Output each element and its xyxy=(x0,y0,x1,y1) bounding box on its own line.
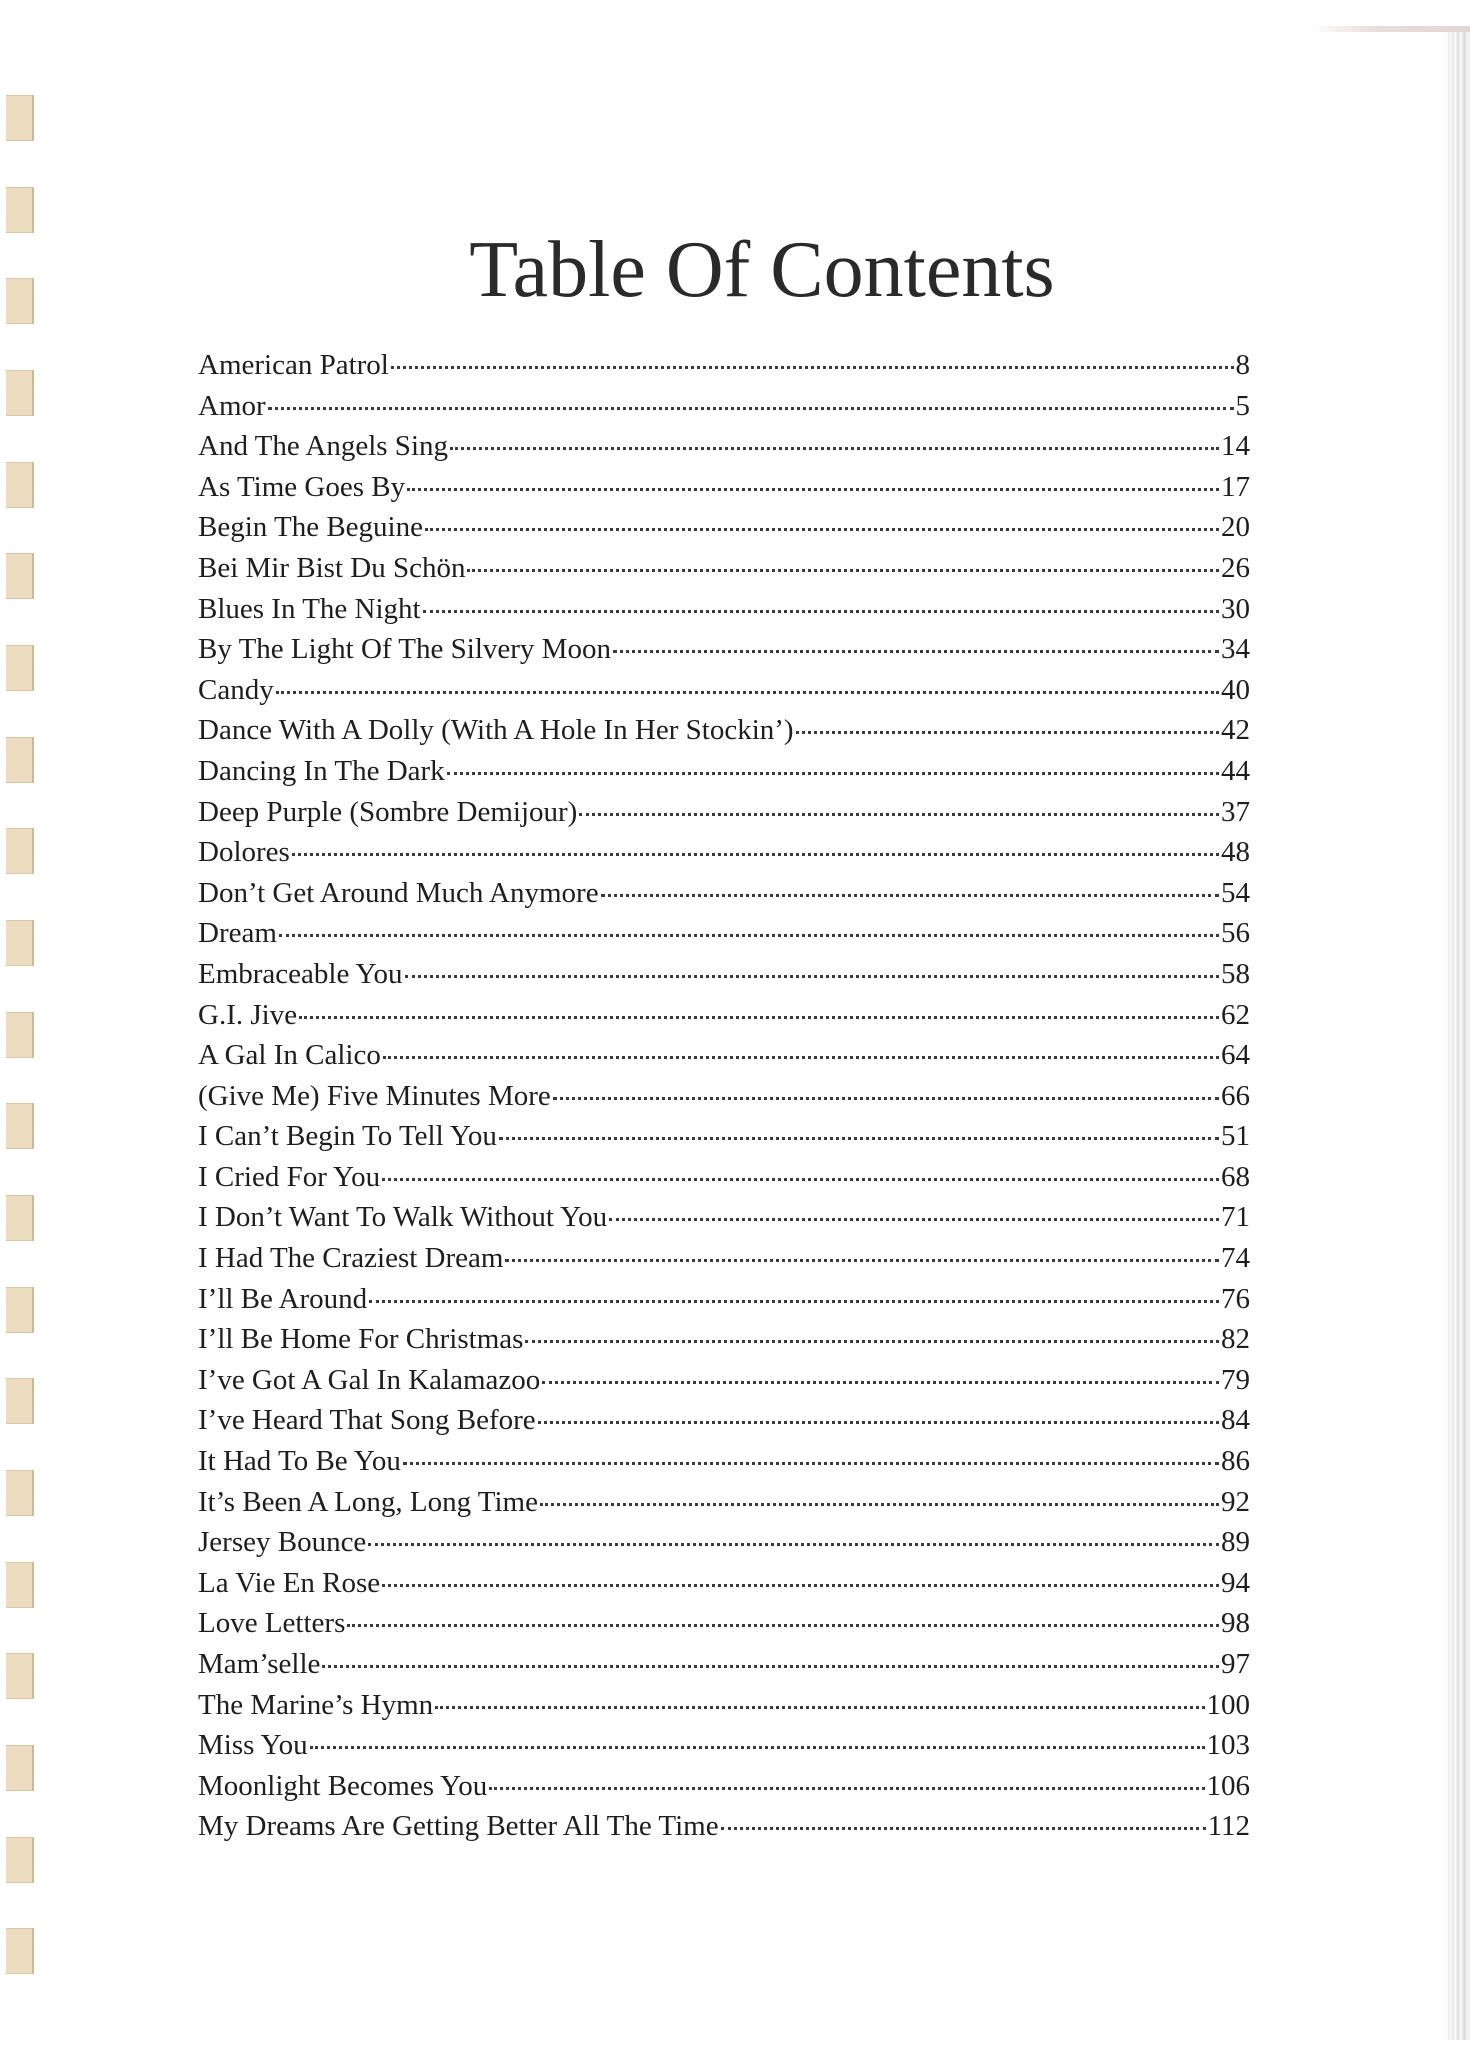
toc-entry-title: It’s Been A Long, Long Time xyxy=(198,1485,538,1518)
dot-leader xyxy=(425,528,1219,531)
binding-hole xyxy=(6,1103,34,1149)
toc-entry xyxy=(198,832,1250,873)
toc-entry-title: I’ll Be Home For Christmas xyxy=(198,1323,524,1356)
toc-entry-title: La Vie En Rose xyxy=(198,1566,381,1599)
dot-leader xyxy=(489,1787,1204,1790)
toc-entry-page: 5 xyxy=(1235,389,1250,422)
toc-entry xyxy=(198,426,1250,467)
dot-leader xyxy=(405,975,1219,978)
toc-entry xyxy=(198,670,1250,711)
toc-entry-title: I Don’t Want To Walk Without You xyxy=(198,1201,608,1234)
toc-entry-title: Love Letters xyxy=(198,1607,346,1640)
binding-hole xyxy=(6,553,34,599)
toc-entry-page: 92 xyxy=(1221,1485,1250,1518)
toc-entry-title: Mam’selle xyxy=(198,1648,321,1680)
dot-leader xyxy=(435,1706,1204,1709)
dot-leader xyxy=(796,731,1219,734)
toc-entry-page: 48 xyxy=(1221,836,1250,869)
toc-entry-title: Candy xyxy=(198,673,274,706)
toc-entry-title: By The Light Of The Silvery Moon xyxy=(198,633,611,666)
toc-entry-title: Deep Purple (Sombre Demijour) xyxy=(198,795,578,828)
toc-entry-title: I’ve Heard That Song Before xyxy=(198,1404,536,1437)
dot-leader xyxy=(391,366,1234,369)
dot-leader xyxy=(299,1016,1219,1019)
toc-entry-page: 37 xyxy=(1221,795,1250,828)
toc-entry-title: (Give Me) Five Minutes More xyxy=(198,1079,551,1112)
dot-leader xyxy=(279,934,1219,937)
binding-hole xyxy=(6,1745,34,1791)
toc-entry-title: The Marine’s Hymn xyxy=(198,1688,434,1721)
toc-entry-title: My Dreams Are Getting Better All The Time xyxy=(198,1810,719,1843)
dot-leader xyxy=(310,1746,1205,1749)
toc-entry xyxy=(198,1644,1250,1685)
toc-entry xyxy=(198,467,1250,508)
toc-entry-page: 74 xyxy=(1221,1242,1250,1275)
dot-leader xyxy=(553,1097,1219,1100)
toc-entry-page: 20 xyxy=(1221,511,1250,544)
toc-entry xyxy=(198,751,1250,792)
toc-entry-title: As Time Goes By xyxy=(198,470,406,503)
toc-entry xyxy=(198,710,1250,751)
dot-leader xyxy=(382,1178,1219,1181)
toc-entry-title: I’ve Got A Gal In Kalamazoo xyxy=(198,1363,541,1396)
toc-entry xyxy=(198,1685,1250,1726)
dot-leader xyxy=(542,1381,1219,1384)
toc-entry-page: 54 xyxy=(1221,876,1250,909)
toc-entry-page: 44 xyxy=(1221,754,1250,787)
toc-list xyxy=(198,345,1250,1847)
toc-entry xyxy=(198,1603,1250,1644)
toc-entry xyxy=(198,548,1250,589)
toc-entry-title: I’ll Be Around xyxy=(198,1282,368,1315)
dot-leader xyxy=(450,447,1219,450)
toc-entry xyxy=(198,1441,1250,1482)
toc-entry-title: And The Angels Sing xyxy=(198,430,448,463)
toc-entry-title: American Patrol xyxy=(198,349,389,381)
toc-entry-page: 97 xyxy=(1221,1648,1250,1680)
toc-entry xyxy=(198,1279,1250,1320)
dot-leader xyxy=(525,1340,1219,1343)
binding-hole xyxy=(6,737,34,783)
dot-leader xyxy=(407,488,1219,491)
dot-leader xyxy=(467,569,1219,572)
toc-entry-page: 34 xyxy=(1221,633,1250,666)
dot-leader xyxy=(579,813,1219,816)
toc-entry-page: 79 xyxy=(1221,1363,1250,1396)
toc-entry-page: 106 xyxy=(1206,1769,1250,1802)
dot-leader xyxy=(609,1218,1219,1221)
toc-entry xyxy=(198,1563,1250,1604)
toc-entry-page: 56 xyxy=(1221,917,1250,950)
binding-hole xyxy=(6,370,34,416)
binding-hole xyxy=(6,645,34,691)
toc-entry-page: 26 xyxy=(1221,551,1250,584)
binding-hole xyxy=(6,828,34,874)
toc-entry xyxy=(198,386,1250,427)
binding-hole xyxy=(6,1012,34,1058)
binding-hole xyxy=(6,462,34,508)
toc-entry-page: 94 xyxy=(1221,1566,1250,1599)
toc-entry xyxy=(198,1725,1250,1766)
dot-leader xyxy=(268,407,1234,410)
toc-entry xyxy=(198,1238,1250,1279)
toc-entry xyxy=(198,507,1250,548)
toc-entry xyxy=(198,995,1250,1036)
toc-entry xyxy=(198,1482,1250,1523)
toc-entry-page: 100 xyxy=(1206,1688,1250,1721)
toc-entry xyxy=(198,1360,1250,1401)
page-stack-edge xyxy=(1444,30,1470,2040)
toc-entry xyxy=(198,1076,1250,1117)
binding-hole xyxy=(6,1470,34,1516)
binding-hole xyxy=(6,1287,34,1333)
toc-entry-title: Moonlight Becomes You xyxy=(198,1769,488,1802)
toc-entry-title: It Had To Be You xyxy=(198,1445,401,1478)
toc-entry xyxy=(198,873,1250,914)
binding-hole xyxy=(6,1195,34,1241)
toc-entry-title: Jersey Bounce xyxy=(198,1526,367,1559)
toc-entry xyxy=(198,1197,1250,1238)
dot-leader xyxy=(403,1462,1219,1465)
toc-entry-title: I Cried For You xyxy=(198,1160,381,1193)
dot-leader xyxy=(540,1503,1219,1506)
dot-leader xyxy=(505,1259,1219,1262)
toc-entry-page: 14 xyxy=(1221,430,1250,463)
toc-entry-page: 62 xyxy=(1221,998,1250,1031)
toc-entry-title: I Can’t Begin To Tell You xyxy=(198,1120,497,1153)
toc-entry xyxy=(198,589,1250,630)
dot-leader xyxy=(276,691,1219,694)
page-stack-top xyxy=(1310,26,1470,32)
toc-entry-page: 30 xyxy=(1221,592,1250,625)
toc-entry-title: I Had The Craziest Dream xyxy=(198,1242,504,1275)
toc-entry xyxy=(198,913,1250,954)
dot-leader xyxy=(499,1137,1219,1140)
toc-entry-title: Dancing In The Dark xyxy=(198,754,445,787)
toc-entry-page: 58 xyxy=(1221,957,1250,990)
toc-entry-title: Embraceable You xyxy=(198,957,403,990)
toc-entry xyxy=(198,1806,1250,1847)
dot-leader xyxy=(447,772,1219,775)
binding-hole xyxy=(6,1562,34,1608)
toc-entry xyxy=(198,954,1250,995)
dot-leader xyxy=(538,1421,1219,1424)
toc-entry-page: 89 xyxy=(1221,1526,1250,1559)
toc-entry xyxy=(198,792,1250,833)
toc-entry xyxy=(198,1319,1250,1360)
toc-entry xyxy=(198,629,1250,670)
page-title: Table Of Contents xyxy=(469,226,1055,314)
toc-entry-page: 68 xyxy=(1221,1160,1250,1193)
toc-entry-page: 51 xyxy=(1221,1120,1250,1153)
toc-entry xyxy=(198,1522,1250,1563)
dot-leader xyxy=(383,1056,1219,1059)
dot-leader xyxy=(322,1665,1219,1668)
toc-entry-title: Dance With A Dolly (With A Hole In Her Stockin’) xyxy=(198,714,794,747)
binding-hole xyxy=(6,1928,34,1974)
dot-leader xyxy=(382,1584,1219,1587)
dot-leader xyxy=(721,1827,1206,1830)
toc-entry-title: G.I. Jive xyxy=(198,998,298,1031)
toc-entry-page: 98 xyxy=(1221,1607,1250,1640)
toc-entry xyxy=(198,1766,1250,1807)
toc-entry-page: 84 xyxy=(1221,1404,1250,1437)
toc-entry xyxy=(198,1116,1250,1157)
toc-entry-page: 8 xyxy=(1235,349,1250,381)
toc-entry-page: 82 xyxy=(1221,1323,1250,1356)
toc-entry-title: Begin The Beguine xyxy=(198,511,423,544)
toc-entry-title: Don’t Get Around Much Anymore xyxy=(198,876,599,909)
dot-leader xyxy=(368,1543,1219,1546)
toc-entry-page: 17 xyxy=(1221,470,1250,503)
binding-hole xyxy=(6,920,34,966)
binding-hole xyxy=(6,1653,34,1699)
toc-entry-title: A Gal In Calico xyxy=(198,1039,381,1072)
toc-entry xyxy=(198,1035,1250,1076)
toc-entry-page: 103 xyxy=(1206,1729,1250,1762)
toc-entry-page: 64 xyxy=(1221,1039,1250,1072)
toc-entry-page: 112 xyxy=(1207,1810,1250,1843)
toc-entry-page: 76 xyxy=(1221,1282,1250,1315)
toc-entry-page: 66 xyxy=(1221,1079,1250,1112)
dot-leader xyxy=(601,894,1219,897)
toc-entry-page: 71 xyxy=(1221,1201,1250,1234)
toc-entry xyxy=(198,1157,1250,1198)
toc-entry-page: 86 xyxy=(1221,1445,1250,1478)
toc-entry-title: Amor xyxy=(198,389,266,422)
toc-entry-title: Dolores xyxy=(198,836,290,869)
dot-leader xyxy=(292,853,1219,856)
toc-entry-title: Blues In The Night xyxy=(198,592,421,625)
dot-leader xyxy=(347,1624,1219,1627)
toc-entry-title: Bei Mir Bist Du Schön xyxy=(198,551,466,584)
dot-leader xyxy=(423,610,1219,613)
binding-hole xyxy=(6,1837,34,1883)
toc-entry-page: 40 xyxy=(1221,673,1250,706)
toc-entry-title: Miss You xyxy=(198,1729,308,1762)
toc-entry xyxy=(198,345,1250,386)
toc-entry-page: 42 xyxy=(1221,714,1250,747)
dot-leader xyxy=(369,1300,1219,1303)
binding-hole xyxy=(6,95,34,141)
dot-leader xyxy=(613,650,1219,653)
binding-hole xyxy=(6,1378,34,1424)
toc-entry-title: Dream xyxy=(198,917,277,950)
toc-entry xyxy=(198,1400,1250,1441)
